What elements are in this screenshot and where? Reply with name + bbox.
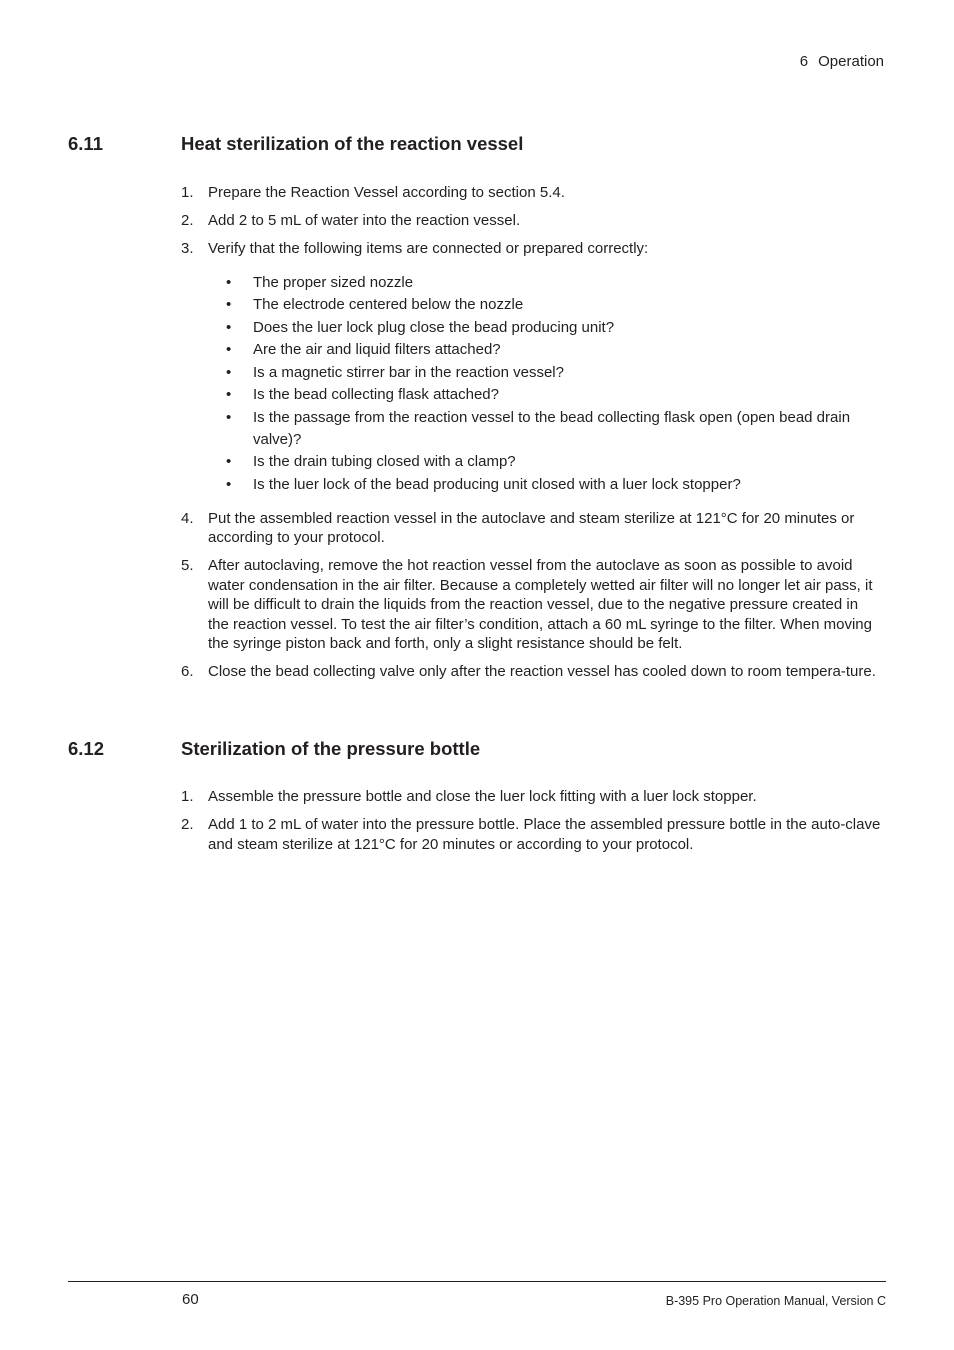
step-item [181, 556, 881, 654]
step-item [181, 662, 881, 682]
step-text: Add 2 to 5 mL of water into the reaction vessel. [208, 212, 521, 229]
step-text: Add 1 to 2 mL of water into the pressure bottle. Place the assembled pressure bottle in the auto-clave and steam sterilize at 121°C for 20 minutes or according to your protocol. [208, 816, 881, 853]
checklist-text: Are the air and liquid filters attached? [253, 341, 501, 358]
bullet-icon: • [226, 386, 232, 403]
section-heading-6-11 [68, 133, 523, 155]
step-text: After autoclaving, remove the hot reaction vessel from the autoclave as soon as possible to avoid water condensation in the air filter. Because a completely wetted air filter will no longer let air pass, it will be difficult to drain the liquids from the reaction vessel, due to the negative pressure created in the reaction vessel. To test the air filter’s condition, attach a 60 mL syringe to the filter. When moving the syringe piston back and forth, only a slight resistance should be felt. [208, 557, 873, 652]
page-number: 60 [182, 1291, 199, 1308]
step-text: Assemble the pressure bottle and close the luer lock fitting with a luer lock stopper. [208, 788, 757, 805]
checklist-text: The electrode centered below the nozzle [253, 296, 524, 313]
checklist-text: Is the passage from the reaction vessel to the bead collecting flask open (open bead drain valve)? [253, 408, 851, 448]
section-number: 6.12 [68, 738, 105, 759]
step-item [181, 211, 881, 231]
step-text: Prepare the Reaction Vessel according to section 5.4. [208, 184, 565, 201]
section-title: Heat sterilization of the reaction vessel [181, 133, 524, 154]
checklist-text: Is the drain tubing closed with a clamp? [253, 453, 516, 470]
checklist-item [208, 317, 856, 339]
bullet-icon: • [226, 273, 232, 291]
heat-sterilization-steps [181, 183, 881, 690]
step-number: 4. [181, 509, 194, 527]
step-item [181, 509, 881, 548]
checklist-text: Is a magnetic stirrer bar in the reaction vessel? [253, 363, 564, 381]
bullet-icon: • [226, 341, 232, 358]
step-item [181, 239, 881, 496]
step-number: 1. [181, 184, 194, 201]
pressure-bottle-steps [181, 787, 881, 863]
bullet-icon: • [226, 453, 232, 470]
section-title: Sterilization of the pressure bottle [181, 738, 481, 759]
step-text: Verify that the following items are connected or prepared correctly: [208, 240, 649, 257]
checklist-item [208, 294, 856, 316]
checklist-item [208, 451, 856, 473]
checklist-item [208, 407, 856, 451]
checklist-item [208, 474, 856, 496]
step-number: 2. [181, 816, 194, 833]
document-title: B-395 Pro Operation Manual, Version C [665, 1294, 886, 1308]
bullet-icon: • [226, 296, 232, 313]
verification-checklist [208, 272, 856, 496]
chapter-title: Operation [818, 53, 884, 70]
checklist-text: Is the bead collecting flask attached? [253, 386, 499, 403]
step-item [181, 787, 881, 807]
bullet-icon: • [226, 363, 232, 381]
step-number: 3. [181, 240, 194, 257]
checklist-text: Is the luer lock of the bead producing unit closed with a luer lock stopper? [253, 475, 741, 493]
step-item [181, 815, 881, 854]
section-heading-6-12 [68, 738, 480, 760]
step-item [181, 183, 881, 203]
checklist-item [208, 362, 856, 384]
checklist-text: The proper sized nozzle [253, 273, 414, 291]
step-number: 6. [181, 663, 194, 680]
bullet-icon: • [226, 408, 232, 426]
section-number: 6.11 [68, 133, 103, 154]
footer-divider [68, 1281, 886, 1282]
checklist-text: Does the luer lock plug close the bead producing unit? [253, 318, 615, 336]
step-number: 5. [181, 557, 194, 574]
checklist-item [208, 384, 856, 406]
chapter-number: 6 [799, 53, 809, 70]
running-header [800, 53, 884, 70]
step-number: 2. [181, 212, 194, 229]
bullet-icon: • [226, 475, 232, 493]
step-text: Put the assembled reaction vessel in the autoclave and steam sterilize at 121°C for 20 minutes or according to your protocol. [208, 509, 855, 546]
step-number: 1. [181, 788, 194, 805]
step-text: Close the bead collecting valve only after the reaction vessel has cooled down to room tempera-ture. [208, 663, 876, 680]
bullet-icon: • [226, 318, 232, 336]
checklist-item [208, 272, 856, 294]
checklist-item [208, 339, 856, 361]
